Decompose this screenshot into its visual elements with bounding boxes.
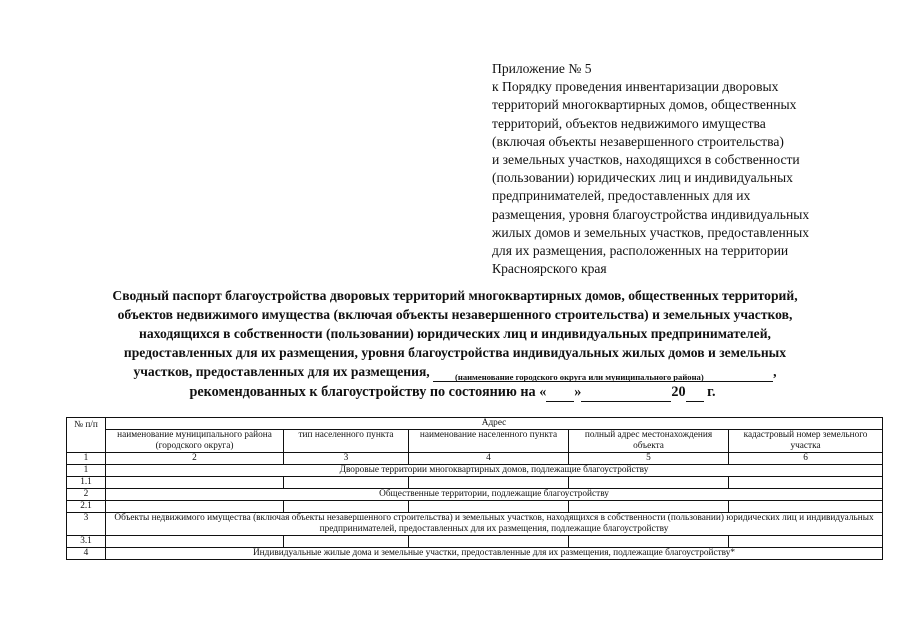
data-row [67,477,883,489]
title-last-prefix: участков, предоставленных для их размещения, [133,364,434,379]
empty-cell [729,501,883,513]
empty-cell [569,536,729,548]
appendix-line: территорий, объектов недвижимого имущества [492,115,766,131]
row-number: 1 [67,465,106,477]
column-header: наименование муниципального района (городского округа) [106,430,284,453]
column-number-row [67,453,883,465]
appendix-line: размещения, уровня благоустройства индивидуальных [492,206,810,222]
appendix-line: к Порядку проведения инвентаризации дворовых [492,79,779,95]
empty-cell [409,477,569,489]
num-header: № п/п [67,418,106,453]
section-text: Дворовые территории многоквартирных домов, подлежащие благоустройству [106,465,883,477]
appendix-note [492,60,862,278]
column-header: наименование населенного пункта [409,430,569,453]
empty-cell [729,536,883,548]
empty-cell [729,477,883,489]
appendix-line: жилых домов и земельных участков, предоставленных [492,224,810,240]
date-suffix: г. [703,384,716,400]
empty-cell [106,477,284,489]
title-last-suffix: , [773,364,777,379]
empty-cell [409,536,569,548]
column-number: 4 [409,453,569,465]
column-header: тип населенного пункта [284,430,409,453]
title-line: находящихся в собственности (пользовании) юридических лиц и индивидуальных предпринимателей, [139,326,771,341]
section-row [67,489,883,501]
row-number: 3 [67,513,106,536]
title-line: объектов недвижимого имущества (включая объекты незавершенного строительства) и земельных участков, [117,307,793,322]
section-row [67,513,883,536]
title-line: Сводный паспорт благоустройства дворовых территорий многоквартирных домов, общественных территорий, [112,288,798,303]
appendix-line: территорий многоквартирных домов, общественных [492,97,797,113]
empty-cell [106,536,284,548]
appendix-line: Приложение № 5 [492,61,592,76]
date-prefix: рекомендованных к благоустройству по состоянию на « [189,384,547,400]
appendix-line: (включая объекты незавершенного строительства) [492,133,784,149]
section-row [67,548,883,560]
empty-cell [409,501,569,513]
subheader-row [67,430,883,453]
date-line [0,384,905,402]
empty-cell [284,536,409,548]
data-row [67,536,883,548]
year-prefix: 20 [671,384,686,400]
appendix-line: Красноярского края [492,261,607,277]
column-header: кадастровый номер земельного участка [729,430,883,453]
section-text: Объекты недвижимого имущества (включая объекты незавершенного строительства) и земельных участков, находящихся в собственности (пользовании) юридических лиц и индивидуальных предпринимателей, предоставленных для их размещения, подлежащие благоустройству [106,513,883,536]
address-header: Адрес [106,418,883,430]
appendix-line: (пользовании) юридических лиц и индивидуальных [492,170,793,186]
row-number: 2.1 [67,501,106,513]
column-number: 3 [284,453,409,465]
empty-cell [284,501,409,513]
data-row [67,501,883,513]
section-text: Индивидуальные жилые дома и земельные участки, предоставленные для их размещения, подлежащие благоустройству* [106,548,883,560]
appendix-line: и земельных участков, находящихся в собственности [492,152,800,168]
day-blank [546,384,574,402]
municipality-hint: (наименование городского округа или муниципального района) [455,372,704,382]
empty-cell [106,501,284,513]
document-title [60,286,850,382]
row-number: 2 [67,489,106,501]
row-number: 1.1 [67,477,106,489]
appendix-line: предпринимателей, предоставленных для их [492,188,751,204]
title-line: предоставленных для их размещения, уровня благоустройства индивидуальных жилых домов и земельных [123,345,787,360]
column-number: 5 [569,453,729,465]
empty-cell [284,477,409,489]
header-row [67,418,883,430]
column-number: 1 [67,453,106,465]
row-number: 4 [67,548,106,560]
year-blank [686,384,704,402]
empty-cell [569,477,729,489]
quote-close: » [574,384,582,400]
empty-cell [569,501,729,513]
column-number: 2 [106,453,284,465]
column-header: полный адрес местонахождения объекта [569,430,729,453]
column-number: 6 [729,453,883,465]
section-text: Общественные территории, подлежащие благоустройству [106,489,883,501]
row-number: 3.1 [67,536,106,548]
section-row [67,465,883,477]
passport-table [66,417,883,560]
month-blank [581,384,671,402]
appendix-line: для их размещения, расположенных на территории [492,243,789,259]
